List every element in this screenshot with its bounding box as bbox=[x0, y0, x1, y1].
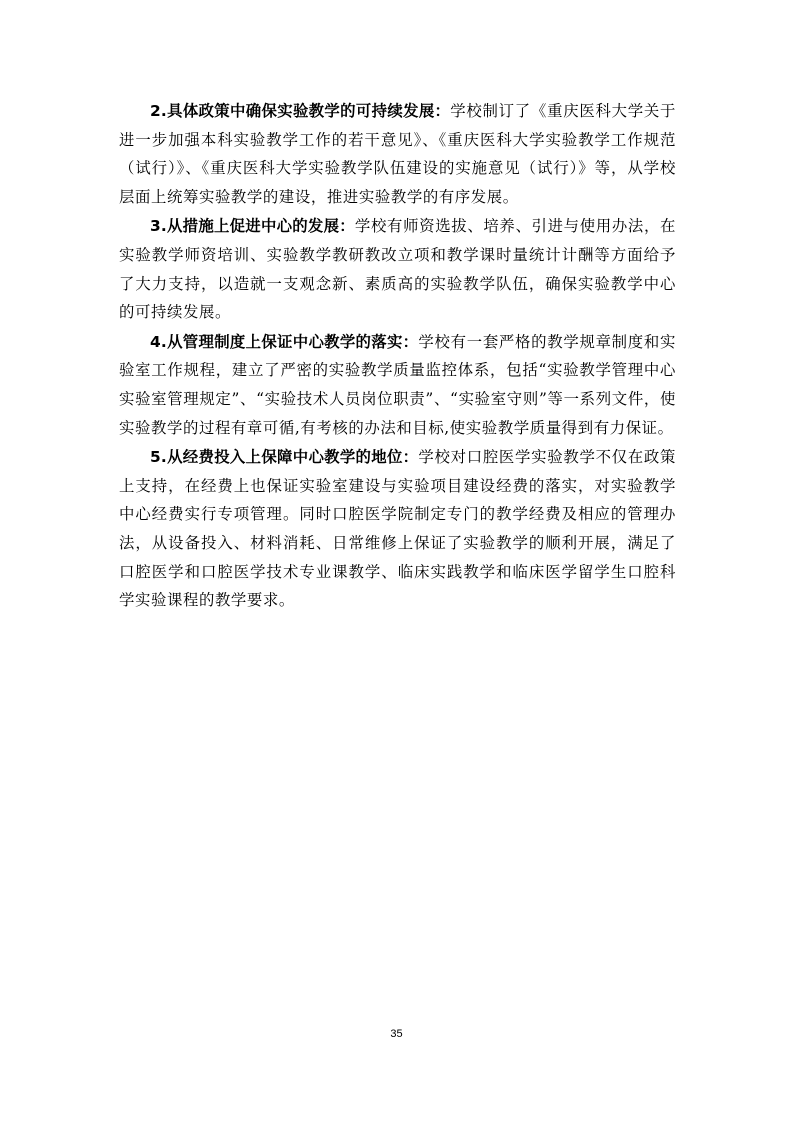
paragraph-policy bbox=[119, 97, 676, 211]
paragraph-heading: 3.从措施上促进中心的发展： bbox=[150, 217, 355, 236]
document-body bbox=[119, 97, 676, 616]
page-number: 35 bbox=[390, 1028, 403, 1040]
paragraph-text: 学校有师资选拔、培养、引进与使用办法，在实验教学师资培训、实验教学教研教改立项和教学课时量统计计酬等方面给予了大力支持，以造就一支观念新、素质高的实验教学队伍，确保实验教学中心的可持续发展。 bbox=[119, 217, 676, 322]
paragraph-text: 学校对口腔医学实验教学不仅在政策上支持，在经费上也保证实验室建设与实验项目建设经费的落实，对实验教学中心经费实行专项管理。同时口腔医学院制定专门的教学经费及相应的管理办法，从设备投入、材料消耗、日常维修上保证了实验教学的顺利开展，满足了口腔医学和口腔医学技术专业课教学、临床实践教学和临床医学留学生口腔科学实验课程的教学要求。 bbox=[119, 448, 676, 610]
paragraph-heading: 5.从经费投入上保障中心教学的地位： bbox=[150, 448, 419, 467]
paragraph-text: 学校有一套严格的教学规章制度和实验室工作规程，建立了严密的实验教学质量监控体系，包括“实验教学管理中心实验室管理规定”、“实验技术人员岗位职责”、“实验室守则”等一系列文件，使实验教学的过程有章可循,有考核的办法和目标,使实验教学质量得到有力保证。 bbox=[119, 332, 676, 437]
paragraph-measures bbox=[119, 212, 676, 326]
paragraph-management bbox=[119, 328, 676, 442]
paragraph-heading: 2.具体政策中确保实验教学的可持续发展： bbox=[150, 102, 451, 120]
paragraph-funding bbox=[119, 443, 676, 615]
paragraph-heading: 4.从管理制度上保证中心教学的落实： bbox=[150, 332, 419, 351]
paragraph-text: 学校制订了《重庆医科大学关于进一步加强本科实验教学工作的若干意见》、《重庆医科大学实验教学工作规范（试行）》、《重庆医科大学实验教学队伍建设的实施意见（试行）》等，从学校层面上统筹实验教学的建设，推进实验教学的有序发展。 bbox=[119, 102, 676, 206]
